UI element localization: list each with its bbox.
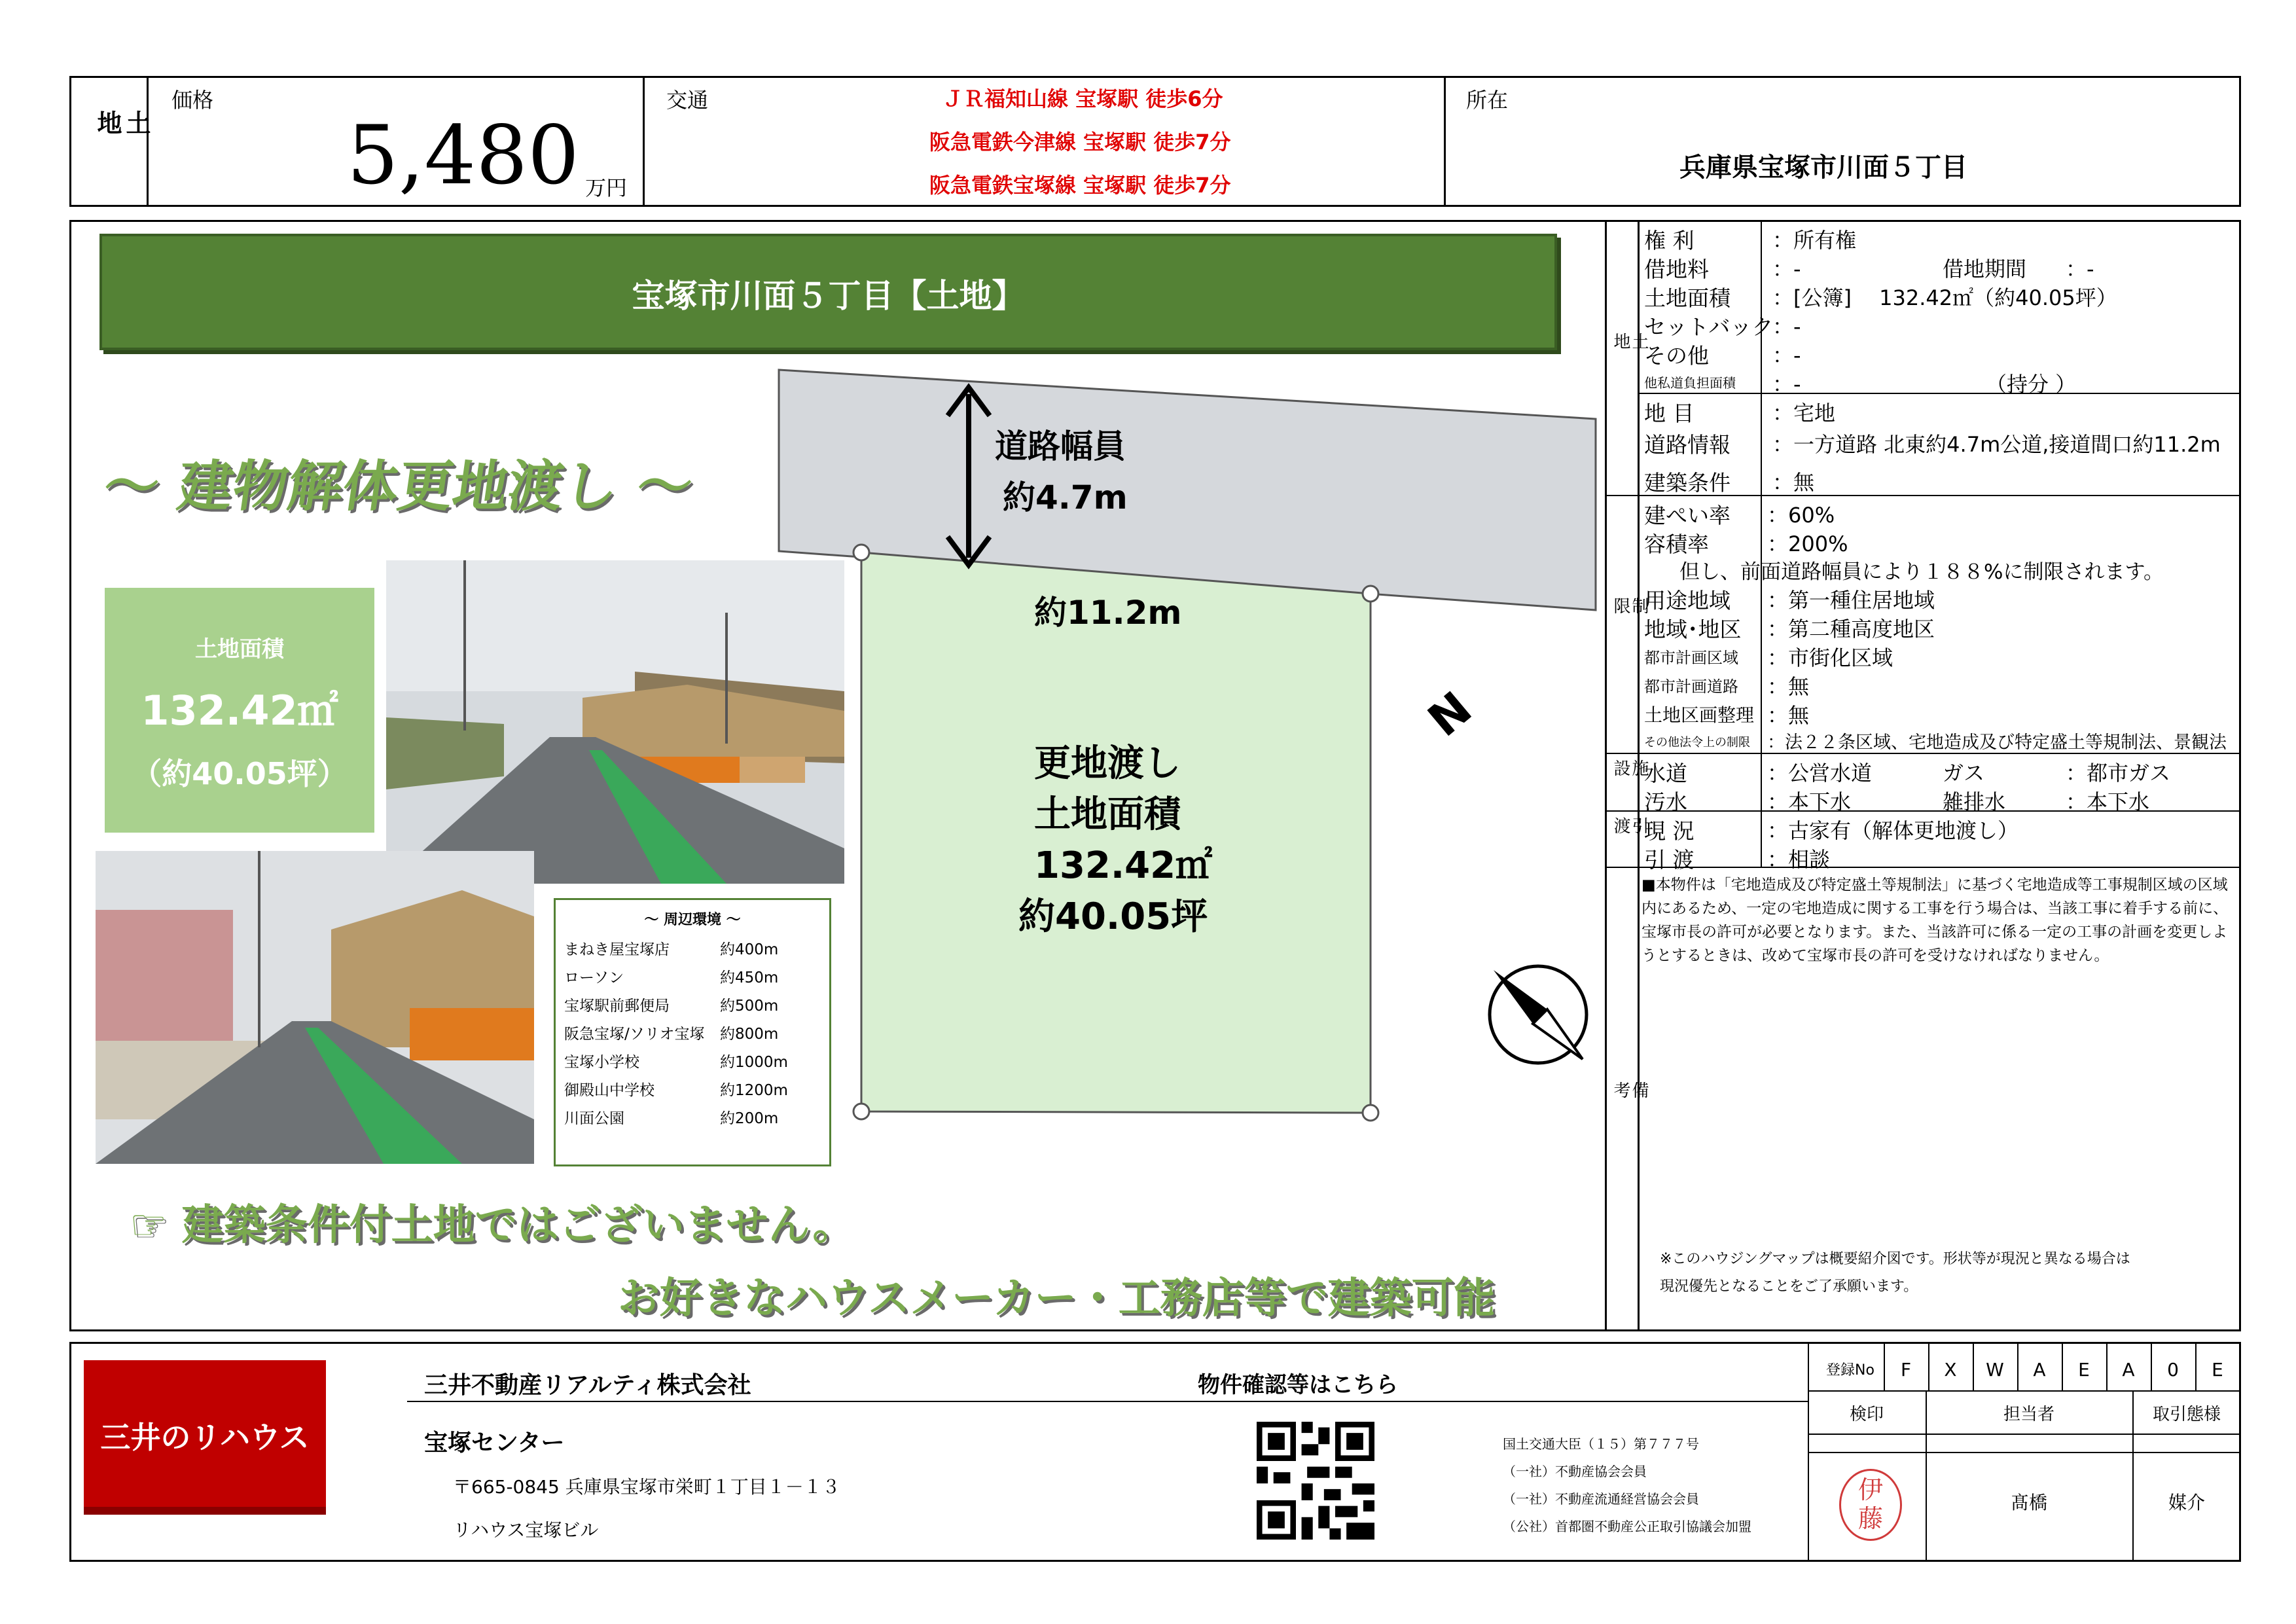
lot-line-3: 132.42㎡	[1034, 844, 1213, 887]
spec-label-hourei: その他法令上の制限	[1644, 735, 1750, 749]
area-badge-tsubo: （約40.05坪）	[132, 756, 348, 791]
neighborhood-item-name: まねき屋宝塚店	[564, 941, 670, 958]
spec-label-chimoku: 地 目	[1644, 401, 1695, 426]
category-label: 土 地	[93, 110, 151, 139]
neighborhood-item-distance: 約200m	[720, 1110, 779, 1127]
reg-char: F	[1900, 1359, 1912, 1380]
neighborhood-item-distance: 約1200m	[720, 1082, 788, 1099]
spec-label-youseki: 容積率	[1644, 532, 1709, 557]
neighborhood-item-distance: 約450m	[720, 969, 779, 986]
spec-value-toshi_douro: ：無	[1767, 674, 1810, 699]
spec-value-gas: ：都市ガス	[2066, 761, 2171, 785]
license-line: （一社）不動産協会会員	[1503, 1464, 1647, 1479]
spec-label-kukaku: 土地区画整理	[1644, 704, 1755, 726]
land-map	[772, 353, 1610, 1132]
neighborhood-title: ～ 周辺環境 ～	[644, 912, 741, 928]
address: 〒665-0845 兵庫県宝塚市栄町１丁目１－１３	[453, 1476, 840, 1498]
spec-floor-ratio-note: 但し、前面道路幅員により１８８%に制限されます。	[1679, 560, 2164, 584]
deal-label: 取引態様	[2152, 1405, 2221, 1424]
road-width: 約4.7m	[1003, 478, 1128, 516]
reg-char: E	[2078, 1359, 2090, 1380]
center-name: 宝塚センター	[424, 1430, 565, 1456]
spec-label-kenchiku: 建築条件	[1644, 470, 1731, 496]
spec-value-setback: ：-	[1772, 314, 1801, 339]
spec-value-kukaku: ：無	[1767, 703, 1810, 728]
disclaimer-line-2: 現況優先となることをご了承願います。	[1660, 1278, 1918, 1295]
section-handover: 引 渡	[1611, 817, 1649, 838]
spec-value-suidou: ：公営水道	[1767, 761, 1873, 785]
spec-value-hikiwatashi: ：相談	[1767, 847, 1831, 872]
any-builder-catch: お好きなハウスメーカー・工務店等で建築可能	[618, 1274, 1496, 1323]
spec-value-shidou: ：-	[1772, 372, 1801, 397]
spec-label-youto: 用途地域	[1644, 588, 1731, 613]
spec-value-toshi_kuiki: ：市街化区域	[1767, 645, 1893, 670]
staff-name: 髙橋	[2010, 1492, 2047, 1513]
spec-label-douro: 道路情報	[1644, 432, 1731, 458]
spec-value-youseki: ：200%	[1767, 532, 1848, 556]
area-badge-sqm: 132.42㎡	[141, 687, 338, 734]
title-banner-text: 宝塚市川面５丁目【土地】	[632, 277, 1025, 315]
spec-label-chiiki: 地域･地区	[1644, 617, 1742, 642]
reg-char: W	[1986, 1359, 2004, 1380]
frontage-label: 約11.2m	[1034, 594, 1182, 632]
street-photo-2	[96, 851, 534, 1164]
neighborhood-item-distance: 約500m	[720, 998, 779, 1015]
neighborhood-item-distance: 約1000m	[720, 1054, 788, 1071]
spec-value-shakuchi: ：-	[1772, 257, 1801, 281]
stamp-label: 検印	[1849, 1405, 1884, 1424]
spec-value-shakuchi_kikan: ：-	[2066, 257, 2094, 281]
transport-line-3: 阪急電鉄宝塚線 宝塚駅 徒歩7分	[929, 173, 1231, 198]
spec-value-kenpei: ：60%	[1767, 503, 1835, 528]
spec-value-zatsu: ：本下水	[2066, 789, 2150, 814]
neighborhood-item-distance: 約400m	[720, 941, 779, 958]
lot-line-4: 約40.05坪	[1018, 895, 1208, 938]
spec-label-menseki: 土地面積	[1644, 285, 1731, 311]
demolition-catch: ～ 建物解体更地渡し ～	[99, 454, 697, 518]
spec-value-sonota: ：-	[1772, 343, 1801, 368]
neighborhood-item-name: ローソン	[564, 969, 624, 986]
lot-line-1: 更地渡し	[1034, 742, 1181, 785]
price-unit: 万円	[585, 175, 628, 200]
rehouse-logo-text: 三井のリハウス	[100, 1420, 310, 1455]
spec-label-gas: ガス	[1943, 761, 1985, 785]
spec-label-shakuchi: 借地料	[1644, 257, 1709, 282]
spec-value-menseki: ：[公簿] 132.42㎡（約40.05坪）	[1772, 285, 2117, 310]
disclaimer-line-1: ※このハウジングマップは概要紹介図です。形状等が現況と異なる場合は	[1660, 1251, 2130, 1267]
reg-char: A	[2033, 1359, 2046, 1380]
company-name: 三井不動産リアルティ株式会社	[424, 1372, 751, 1399]
spec-label-setback: セットバック	[1644, 314, 1774, 340]
license-line: （一社）不動産流通経営協会会員	[1503, 1491, 1699, 1507]
neighborhood-item-name: 川面公園	[564, 1110, 624, 1127]
spec-label-kenpei: 建ぺい率	[1644, 503, 1731, 528]
location-value: 兵庫県宝塚市川面５丁目	[1679, 153, 1967, 183]
spec-mochibun: （持分 ）	[1986, 372, 2077, 397]
price-label: 価格	[171, 88, 214, 113]
reg-char: X	[1944, 1359, 1957, 1380]
no-condition-catch: ☞ 建築条件付土地ではございません。	[130, 1201, 855, 1250]
spec-label-genkyou: 現 況	[1644, 818, 1695, 844]
staff-label: 担当者	[2003, 1405, 2054, 1424]
neighborhood-item-name: 阪急宝塚/ソリオ宝塚	[564, 1026, 705, 1043]
building: リハウス宝塚ビル	[453, 1519, 599, 1541]
neighborhood-item-name: 宝塚駅前郵便局	[564, 998, 670, 1015]
spec-value-hourei: ：法２２条区域、宅地造成及び特定盛土等規制法、景観法	[1767, 732, 2227, 753]
location-label: 所在	[1466, 88, 1509, 113]
lot-line-2: 土地面積	[1034, 793, 1181, 836]
qr-code-icon	[1257, 1422, 1374, 1540]
transport-line-1: ＪＲ福知山線 宝塚駅 徒歩6分	[942, 86, 1223, 111]
spec-value-kenchiku: ：無	[1772, 470, 1815, 495]
transport-line-2: 阪急電鉄今津線 宝塚駅 徒歩7分	[929, 130, 1231, 154]
spec-value-douro: ：一方道路 北東約4.7m公道,接道間口約11.2m	[1772, 432, 2221, 457]
reg-char: 0	[2167, 1359, 2179, 1380]
section-remarks: 備 考	[1611, 1081, 1649, 1102]
area-badge-label: 土地面積	[195, 636, 284, 662]
spec-value-osui: ：本下水	[1767, 789, 1852, 814]
north-compass-icon	[1490, 966, 1587, 1063]
north-label: N	[1418, 681, 1482, 748]
spec-label-kenri: 権 利	[1644, 228, 1695, 253]
spec-label-osui: 汚水	[1644, 789, 1687, 815]
reg-label: 登録No	[1826, 1362, 1874, 1379]
spec-label-hikiwatashi: 引 渡	[1644, 847, 1695, 873]
inspector-stamp-text: 伊 藤	[1857, 1475, 1883, 1533]
spec-value-chimoku: ：宅地	[1772, 401, 1836, 425]
spec-label-sonota: その他	[1644, 343, 1709, 369]
spec-label-toshi_kuiki: 都市計画区域	[1644, 648, 1738, 667]
section-land: 土 地	[1611, 333, 1649, 353]
spec-label-shakuchi_kikan: 借地期間	[1943, 257, 2027, 281]
road-label: 道路幅員	[995, 427, 1126, 465]
neighborhood-item-distance: 約800m	[720, 1026, 779, 1043]
spec-value-kenri: ：所有権	[1772, 228, 1857, 253]
section-restriction: 制 限	[1611, 597, 1649, 618]
reg-char: A	[2122, 1359, 2135, 1380]
transport-label: 交通	[666, 88, 709, 113]
section-facility: 施 設	[1611, 759, 1649, 780]
spec-value-youto: ：第一種住居地域	[1767, 588, 1935, 613]
license-line: （公社）首都圏不動産公正取引協議会加盟	[1503, 1519, 1751, 1534]
neighborhood-item-name: 宝塚小学校	[564, 1054, 639, 1071]
spec-value-chiiki: ：第二種高度地区	[1767, 617, 1935, 641]
neighborhood-item-name: 御殿山中学校	[564, 1082, 655, 1099]
remarks-text: ■本物件は「宅地造成及び特定盛土等規制法」に基づく宅地造成等工事規制区域の区域内にあるため、一定の宅地造成に関する工事を行う場合は、当該工事に着手する前に、宝塚市長の許可が必要となります。また、当該許可に係る一定の工事の計画を変更しようとするときは、改めて宝塚市長の許可を受けなければなりません。	[1641, 876, 2229, 964]
spec-label-zatsu: 雑排水	[1943, 789, 2006, 814]
reg-char: E	[2212, 1359, 2223, 1380]
deal-type: 媒介	[2168, 1492, 2205, 1513]
price-value: 5,480	[347, 109, 579, 203]
license-line: 国土交通大臣（１５）第７７７号	[1503, 1436, 1699, 1452]
spec-label-suidou: 水道	[1644, 761, 1687, 786]
spec-value-genkyou: ：古家有（解体更地渡し）	[1767, 818, 2019, 843]
qr-label: 物件確認等はこちら	[1198, 1372, 1398, 1398]
spec-label-toshi_douro: 都市計画道路	[1644, 677, 1738, 696]
spec-label-shidou: 他私道負担面積	[1644, 374, 1736, 391]
